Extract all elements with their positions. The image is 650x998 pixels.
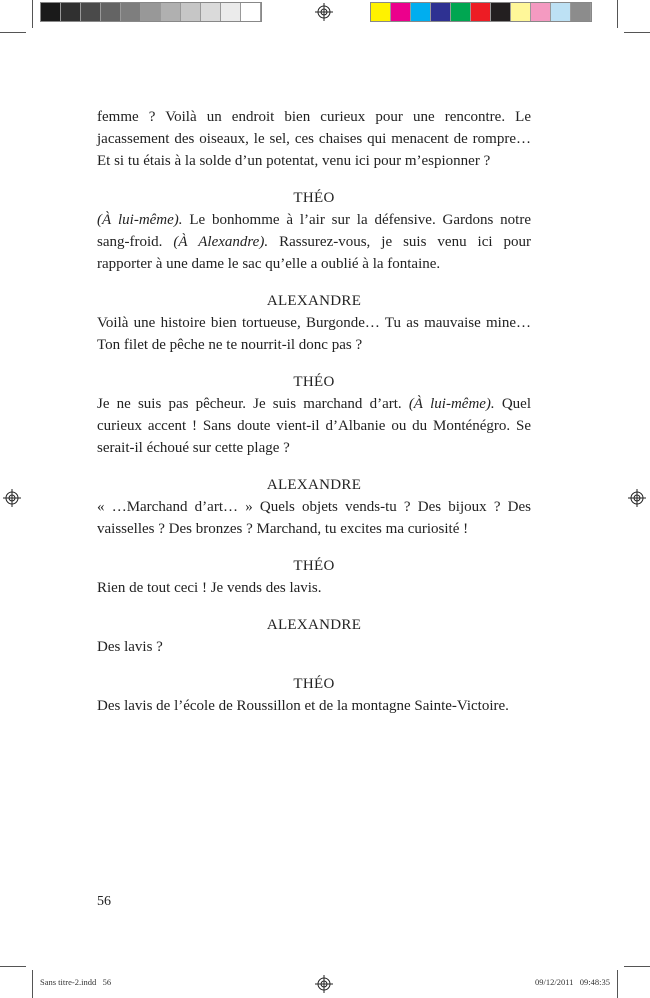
- paragraph: « …Marchand d’art… » Quels objets vends-tu ? Des bijoux ? Des vaisselles ? Des bronzes ? Marchand, tu excites ma curiosité !: [97, 499, 531, 537]
- crop-mark-top-left: [32, 0, 33, 28]
- registration-mark-bottom: [315, 975, 333, 993]
- gray-swatch: [221, 3, 241, 21]
- crop-mark-bottom-left-h: [0, 966, 26, 967]
- gray-swatch: [141, 3, 161, 21]
- registration-mark-left: [3, 489, 21, 507]
- slug-datetime: 09/12/2011 09:48:35: [534, 977, 610, 987]
- speaker-name: ALEXANDRE: [266, 617, 362, 633]
- stage-direction: (À lui-même).: [97, 212, 183, 228]
- process-color-swatch: [531, 3, 551, 21]
- gray-swatch: [41, 3, 61, 21]
- slug-file-info: Sans titre-2.indd 56: [40, 977, 112, 987]
- paragraph: Rien de tout ceci ! Je vends des lavis.: [97, 580, 322, 596]
- process-color-swatch: [571, 3, 591, 21]
- gray-color-bar: [40, 2, 262, 22]
- gray-swatch: [161, 3, 181, 21]
- process-color-swatch: [511, 3, 531, 21]
- gray-swatch: [61, 3, 81, 21]
- registration-mark-top: [315, 3, 333, 21]
- gray-swatch: [121, 3, 141, 21]
- speaker-name: ALEXANDRE: [266, 477, 362, 493]
- page-text-block: [97, 106, 531, 717]
- gray-swatch: [241, 3, 261, 21]
- process-color-swatch: [471, 3, 491, 21]
- stage-direction: (À Alexandre).: [173, 234, 269, 250]
- process-color-swatch: [451, 3, 471, 21]
- speaker-name: THÉO: [293, 676, 335, 692]
- crop-mark-top-right: [617, 0, 618, 28]
- gray-swatch: [181, 3, 201, 21]
- process-color-swatch: [551, 3, 571, 21]
- crop-mark-bottom-right-h: [624, 966, 650, 967]
- crop-mark-bottom-left: [32, 970, 33, 998]
- gray-swatch: [201, 3, 221, 21]
- registration-mark-right: [628, 489, 646, 507]
- paragraph: Voilà une histoire bien tortueuse, Burgonde… Tu as mauvaise mine… Ton filet de pêche ne te nourrit-il donc pas ?: [97, 315, 531, 353]
- process-color-swatch: [491, 3, 511, 21]
- paragraph: [97, 209, 531, 275]
- crop-mark-top-right-h: [624, 32, 650, 33]
- process-color-bar: [370, 2, 592, 22]
- paragraph: [97, 393, 531, 459]
- process-color-swatch: [371, 3, 391, 21]
- dialogue-text: Le bonhomme à l’air sur la défensive. Gardons notre sang-froid.: [97, 212, 531, 250]
- speaker-name: ALEXANDRE: [266, 293, 362, 309]
- process-color-swatch: [431, 3, 451, 21]
- paragraph: Des lavis ?: [97, 639, 163, 655]
- gray-swatch: [81, 3, 101, 21]
- dialogue-text: Rassurez-vous, je suis venu ici pour rapporter à une dame le sac qu’elle a oublié à la fontaine.: [97, 234, 532, 272]
- speaker-name: THÉO: [293, 558, 335, 574]
- process-color-swatch: [391, 3, 411, 21]
- stage-direction: (À lui-même).: [408, 396, 495, 412]
- crop-mark-top-left-h: [0, 32, 26, 33]
- page-number: 56: [97, 894, 111, 909]
- paragraph: Des lavis de l’école de Roussillon et de la montagne Sainte-Victoire.: [97, 698, 509, 714]
- dialogue-text: Quel curieux accent ! Sans doute vient-il d’Albanie ou du Monténégro. Se serait-il échoué sur cette plage ?: [97, 396, 531, 456]
- speaker-name: THÉO: [293, 190, 335, 206]
- process-color-swatch: [411, 3, 431, 21]
- dialogue-text: Je ne suis pas pêcheur. Je suis marchand d’art.: [97, 396, 409, 412]
- speaker-name: THÉO: [293, 374, 335, 390]
- gray-swatch: [101, 3, 121, 21]
- paragraph: femme ? Voilà un endroit bien curieux pour une rencontre. Le jacassement des oiseaux, le sel, ces chaises qui menacent de rompre… Et si tu étais à la solde d’un potentat, venu ici pour m’espionner ?: [97, 109, 531, 169]
- crop-mark-bottom-right: [617, 970, 618, 998]
